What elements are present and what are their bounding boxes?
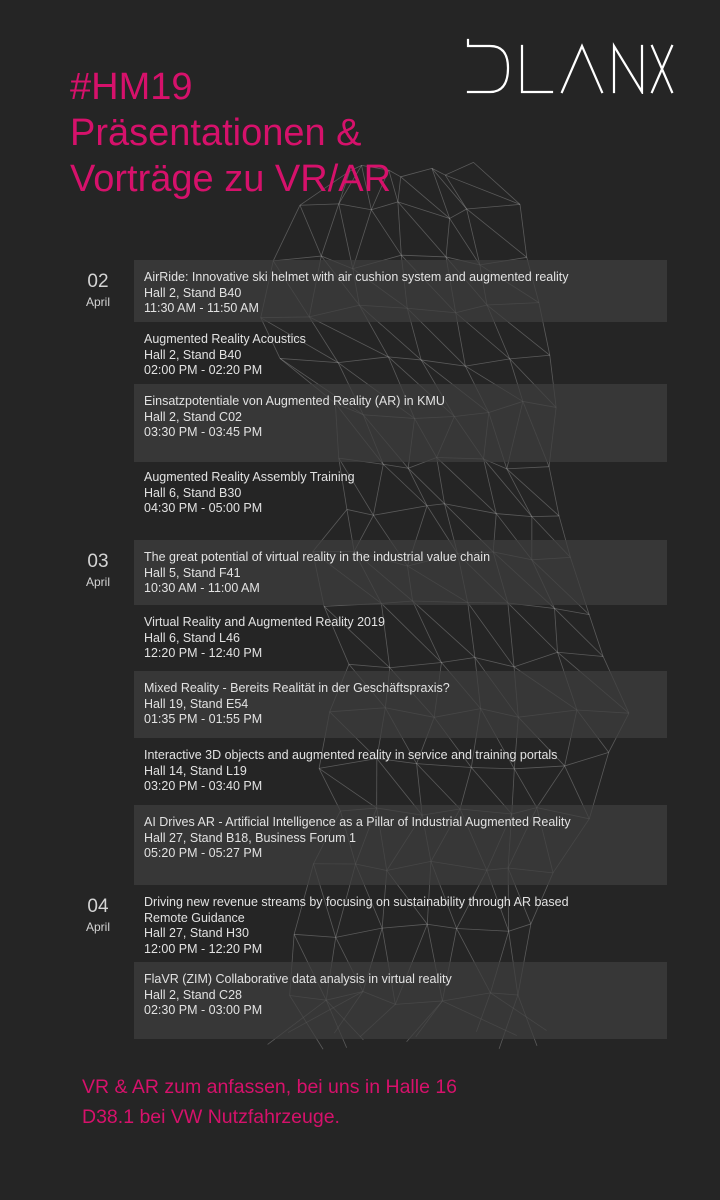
event-title: Einsatzpotentiale von Augmented Reality (AR) in KMU [144, 394, 445, 408]
date-month: April [85, 920, 110, 934]
event-time: 02:30 PM - 03:00 PM [144, 1003, 263, 1017]
event-time: 01:35 PM - 01:55 PM [144, 712, 263, 726]
event-time: 03:20 PM - 03:40 PM [144, 779, 263, 793]
event-title-continued: Remote Guidance [144, 910, 245, 925]
date-label [72, 550, 124, 590]
event-title: Virtual Reality and Augmented Reality 2019 [144, 615, 385, 629]
event-location: Hall 27, Stand H30 [144, 926, 249, 940]
event-card [134, 671, 667, 738]
date-day: 02 [87, 271, 109, 292]
date-month: April [85, 295, 110, 309]
date-month: April [85, 575, 110, 589]
event-time: 10:30 AM - 11:00 AM [144, 581, 260, 595]
event-title: Driving new revenue streams by focusing on sustainability through AR based [144, 895, 569, 909]
event-location: Hall 2, Stand C02 [144, 409, 242, 424]
footer-callout [82, 1072, 682, 1132]
headline [70, 64, 470, 202]
event-location: Hall 19, Stand E54 [144, 696, 249, 711]
event-card [134, 885, 667, 962]
event-location: Hall 5, Stand F41 [144, 565, 241, 580]
event-title: Interactive 3D objects and augmented reality in service and training portals [144, 748, 558, 762]
headline-line-2: Präsentationen & [70, 112, 362, 154]
event-location: Hall 2, Stand B40 [144, 347, 242, 362]
event-time: 11:30 AM - 11:50 AM [144, 301, 259, 315]
date-day: 04 [87, 896, 109, 917]
date-day: 03 [87, 551, 109, 572]
event-card [134, 384, 667, 462]
event-card [134, 605, 667, 671]
date-label [72, 895, 124, 935]
event-time: 02:00 PM - 02:20 PM [144, 363, 263, 377]
event-location: Hall 6, Stand B30 [144, 485, 242, 500]
event-location: Hall 27, Stand B18, Business Forum 1 [144, 830, 356, 845]
event-location: Hall 2, Stand C28 [144, 987, 242, 1002]
event-card [134, 322, 667, 384]
event-title: FlaVR (ZIM) Collaborative data analysis in virtual reality [144, 972, 452, 986]
event-title: Augmented Reality Assembly Training [144, 470, 355, 484]
event-card [134, 738, 667, 805]
footer-line-1: VR & AR zum anfassen, bei uns in Halle 16 [82, 1076, 458, 1098]
event-title: The great potential of virtual reality in the industrial value chain [144, 550, 491, 564]
event-time: 12:20 PM - 12:40 PM [144, 646, 263, 660]
event-time: 04:30 PM - 05:00 PM [144, 501, 263, 515]
event-title: Mixed Reality - Bereits Realität in der Geschäftspraxis? [144, 681, 450, 695]
headline-hashtag: #HM19 [70, 66, 193, 108]
event-location: Hall 14, Stand L19 [144, 763, 247, 778]
event-title: AI Drives AR - Artificial Intelligence as a Pillar of Industrial Augmented Reality [144, 815, 571, 829]
event-time: 12:00 PM - 12:20 PM [144, 941, 263, 956]
blanx-logo [464, 38, 674, 94]
event-card [134, 540, 667, 605]
event-location: Hall 2, Stand B40 [144, 285, 242, 300]
event-card [134, 962, 667, 1039]
event-time: 03:30 PM - 03:45 PM [144, 425, 263, 439]
footer-line-2: D38.1 bei VW Nutzfahrzeuge. [82, 1106, 340, 1128]
event-card [134, 260, 667, 322]
headline-line-3: Vorträge zu VR/AR [70, 158, 392, 200]
date-label [72, 270, 124, 310]
event-location: Hall 6, Stand L46 [144, 630, 240, 645]
event-card [134, 462, 667, 540]
event-title: AirRide: Innovative ski helmet with air cushion system and augmented reality [144, 270, 569, 284]
event-card [134, 805, 667, 885]
event-time: 05:20 PM - 05:27 PM [144, 846, 263, 860]
event-title: Augmented Reality Acoustics [144, 332, 306, 346]
